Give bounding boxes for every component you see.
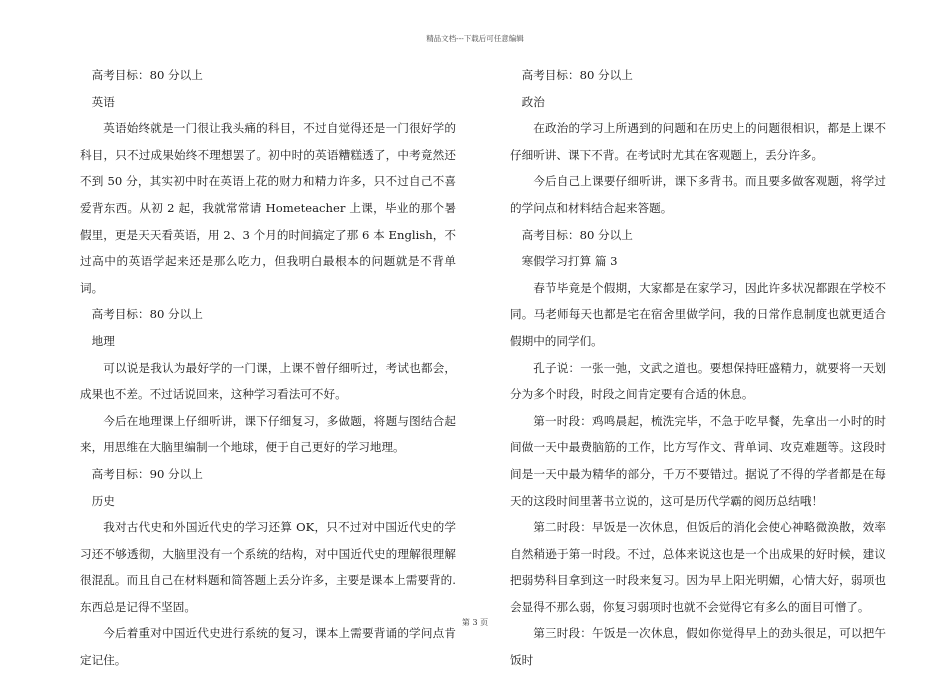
left-column xyxy=(80,62,456,674)
paragraph: 可以说是我认为最好学的一门课，上课不曾仔细听过，考试也都会，成果也不差。不过话说回来，这种学习看法可不好。 xyxy=(80,360,456,402)
section-heading: 高考目标：80 分以上 xyxy=(91,307,203,322)
section-heading: 高考目标：90 分以上 xyxy=(91,466,203,481)
paragraph: 英语始终就是一门很让我头痛的科目，不过自觉得还是一门很好学的科目，只不过成果始终不理想罢了。初中时的英语糟糕透了，中考竟然还不到 50 分，其实初中时在英语上花的财力和精力许多，只不过自己不喜爱背东西。从初 2 起，我就常常请 Hometeacher 上课，毕业的那个暑假里，更是天天看英语，用 2、3 个月的时间搞定了那 6 本 English，不过高中的英语学起来还是那么吃力，但我明白最根本的问题就是不背单词。 xyxy=(80,121,456,295)
section-heading: 高考目标：80 分以上 xyxy=(91,68,203,82)
paragraph: 孔子说：一张一弛，文武之道也。要想保持旺盛精力，就要将一天划分为多个时段，时段之间肯定要有合适的休息。 xyxy=(510,360,886,402)
paragraph: 今后自己上课要仔细听讲，课下多背书。而且要多做客观题，将学过的学问点和材料结合起来答题。 xyxy=(510,174,886,215)
section-heading: 政治 xyxy=(521,94,545,109)
paragraph: 今后着重对中国近代史进行系统的复习，课本上需要背诵的学问点肯定记住。 xyxy=(80,626,456,668)
section-heading: 英语 xyxy=(91,94,115,109)
section-heading: 地理 xyxy=(91,333,115,348)
paragraph: 第二时段：早饭是一次休息，但饭后的消化会使心神略微涣散，效率自然稍逊于第一时段。不过，总体来说这也是一个出成果的好时候，建议把弱势科目拿到这一时段来复习。因为早上阳光明媚，心情大好，弱项也会显得不那么弱，你复习弱项时也就不会觉得它有多么的面目可憎了。 xyxy=(510,520,886,614)
paragraph: 我对古代史和外国近代史的学习还算 OK，只不过对中国近代史的学习还不够透彻，大脑里没有一个系统的结构，对中国近代史的理解很理解很混乱。而且自己在材料题和简答题上丢分许多，主要是课本上需要背的.东西总是记得不坚固。 xyxy=(80,520,456,614)
section-heading: 高考目标：80 分以上 xyxy=(521,68,633,82)
paragraph: 在政治的学习上所遇到的问题和在历史上的问题很相识，都是上课不仔细听讲、课下不背。在考试时尤其在客观题上，丢分许多。 xyxy=(510,121,886,162)
section-heading: 历史 xyxy=(91,493,115,508)
section-heading: 寒假学习打算 篇 3 xyxy=(521,254,618,269)
right-column xyxy=(510,62,886,674)
page-header: 精品文档---下载后可任意编辑 xyxy=(426,34,524,43)
paragraph: 今后在地理课上仔细听讲，课下仔细复习，多做题，将题与图结合起来，用思维在大脑里编制一个地球，便于自己更好的学习地理。 xyxy=(80,413,456,455)
paragraph: 春节毕竟是个假期，大家都是在家学习，因此许多状况都跟在学校不同。马老师每天也都是宅在宿舍里做学问，我的日常作息制度也就更适合假期中的同学们。 xyxy=(510,280,886,348)
paragraph: 第三时段：午饭是一次休息，假如你觉得早上的劲头很足，可以把午饭时 xyxy=(510,626,886,668)
section-heading: 高考目标：80 分以上 xyxy=(521,227,633,242)
paragraph: 第一时段：鸡鸣晨起，梳洗完毕，不急于吃早餐，先拿出一小时的时间做一天中最费脑筋的工作，比方写作文、背单词、攻克难题等。这段时间是一天中最为精华的部分，千万不要错过。据说了不得的学者都是在每天的这段时间里著书立说的，这可是历代学霸的阅历总结哦！ xyxy=(510,413,886,508)
page-footer: 第 3 页 xyxy=(461,618,489,627)
